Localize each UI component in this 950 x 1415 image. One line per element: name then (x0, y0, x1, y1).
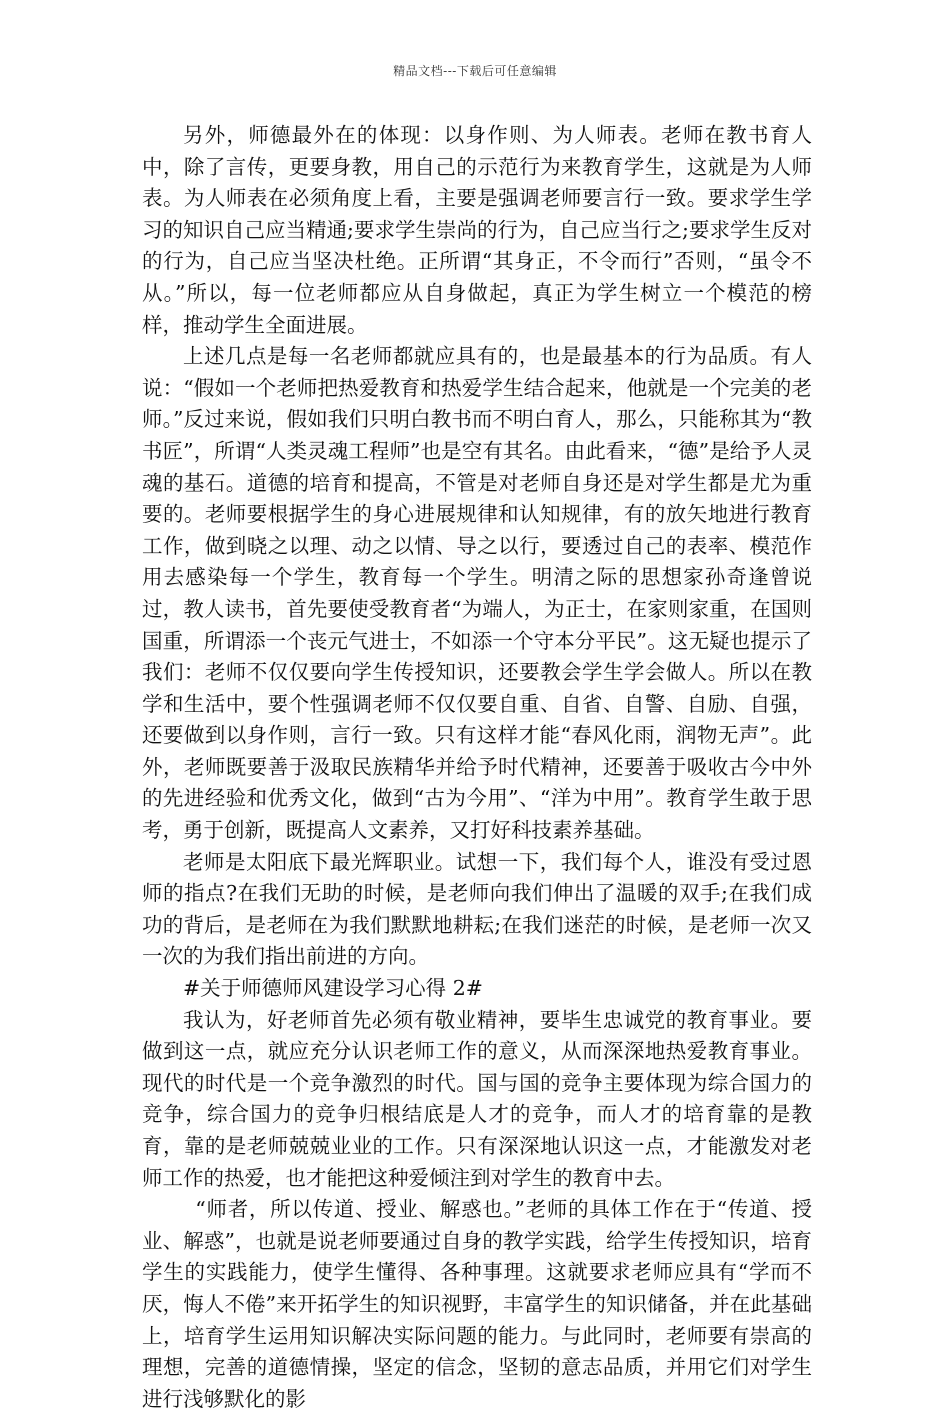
paragraph-4: 我认为，好老师首先必须有敬业精神，要毕生忠诚党的教育事业。要做到这一点，就应充分认识老师工作的意义，从而深深地热爱教育事业。现代的时代是一个竞争激烈的时代。国与国的竞争主要体现为综合国力的竞争，综合国力的竞争归根结底是人才的竞争，而人才的培育靠的是教育，靠的是老师兢兢业业的工作。只有深深地认识这一点，才能激发对老师工作的热爱，也才能把这种爱倾注到对学生的教育中去。 (142, 1007, 812, 1190)
page-header: 精品文档---下载后可任意编辑 (393, 64, 557, 78)
paragraph-3: 老师是太阳底下最光辉职业。试想一下，我们每个人，谁没有受过恩师的指点?在我们无助的时候，是老师向我们伸出了温暖的双手;在我们成功的背后，是老师在为我们默默地耕耘;在我们迷茫的时候，是老师一次又一次的为我们指出前进的方向。 (142, 849, 812, 969)
paragraph-2: 上述几点是每一名老师都就应具有的，也是最基本的行为品质。有人说：“假如一个老师把热爱教育和热爱学生结合起来，他就是一个完美的老师。”反过来说，假如我们只明白教书而不明白育人，那么，只能称其为“教书匠”，所谓“人类灵魂工程师”也是空有其名。由此看来，“德”是给予人灵魂的基石。道德的培育和提高，不管是对老师自身还是对学生都是尤为重要的。老师要根据学生的身心进展规律和认知规律，有的放矢地进行教育工作，做到晓之以理、动之以情、导之以行，要透过自己的表率、模范作用去感染每一个学生，教育每一个学生。明清之际的思想家孙奇逢曾说过，教人读书，首先要使受教育者“为端人，为正士，在家则家重，在国则国重，所谓添一个丧元气进士，不如添一个守本分平民”。这无疑也提示了我们：老师不仅仅要向学生传授知识，还要教会学生学会做人。所以在教学和生活中，要个性强调老师不仅仅要自重、自省、自警、自励、自强，还要做到以身作则，言行一致。只有这样才能“春风化雨，润物无声”。此外，老师既要善于汲取民族精华并给予时代精神，还要善于吸收古今中外的先进经验和优秀文化，做到“古为今用”、“洋为中用”。教育学生敢于思考，勇于创新，既提高人文素养，又打好科技素养基础。 (142, 344, 812, 843)
paragraph-1: 另外，师德最外在的体现：以身作则、为人师表。老师在教书育人中，除了言传，更要身教，用自己的示范行为来教育学生，这就是为人师表。为人师表在必须角度上看，主要是强调老师要言行一致。要求学生学习的知识自己应当精通;要求学生崇尚的行为，自己应当行之;要求学生反对的行为，自己应当坚决杜绝。正所谓“其身正，不令而行”否则，“虽令不从。”所以，每一位老师都应从自身做起，真正为学生树立一个模范的榜样，推动学生全面进展。 (142, 123, 812, 337)
section-heading: #关于师德师风建设学习心得 2# (183, 976, 483, 1001)
document-body (142, 120, 812, 1415)
paragraph-5: “师者，所以传道、授业、解惑也。”老师的具体工作在于“传道、授业、解惑”，也就是说老师要通过自身的教学实践，给学生传授知识，培育学生的实践能力，使学生懂得、各种事理。这就要求老师应具有“学而不厌，悔人不倦”来开拓学生的知识视野，丰富学生的知识储备，并在此基础上，培育学生运用知识解决实际问题的能力。与此同时，老师要有崇高的理想，完善的道德情操，坚定的信念，坚韧的意志品质，并用它们对学生进行浅够默化的影 (142, 1197, 812, 1411)
